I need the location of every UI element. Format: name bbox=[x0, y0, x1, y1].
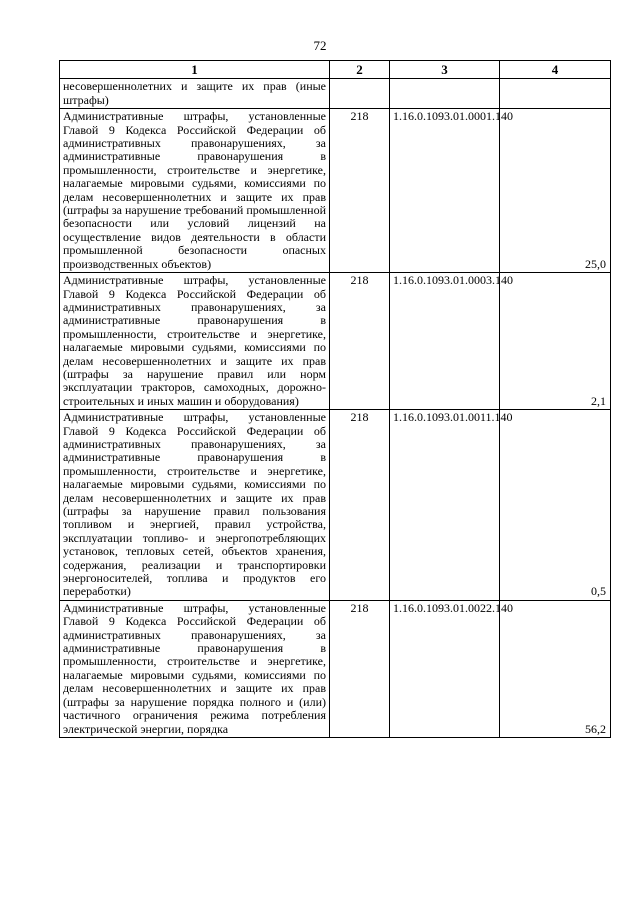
row-col2: 218 bbox=[330, 410, 390, 601]
table-row bbox=[60, 109, 611, 273]
table-row bbox=[60, 600, 611, 737]
header-col-4: 4 bbox=[500, 61, 611, 79]
row-col2: 218 bbox=[330, 600, 390, 737]
header-col-3: 3 bbox=[390, 61, 500, 79]
row-description: Административные штрафы, установленные Главой 9 Кодекса Российской Федерации об административных правонарушениях, за административные правонарушения в промышленности, строительстве и энергетике, налагаемые мировыми судьями, комиссиями по делам несовершеннолетних и защите их прав (штрафы за нарушение требований промышленной безопасности или условий лицензий на осуществление видов деятельности в области промышленной безопасности опасных производственных объектов) bbox=[60, 109, 330, 273]
budget-table bbox=[59, 60, 611, 738]
table-row bbox=[60, 273, 611, 410]
table-header-row bbox=[60, 61, 611, 79]
row-description: несовершеннолетних и защите их прав (иные штрафы) bbox=[60, 79, 330, 109]
row-description: Административные штрафы, установленные Главой 9 Кодекса Российской Федерации об административных правонарушениях, за административные правонарушения в промышленности, строительстве и энергетике, налагаемые мировыми судьями, комиссиями по делам несовершеннолетних и защите их прав (штрафы за нарушение правил пользования топливом и энергией, правил устройства, эксплуатации топливо- и энергопотребляющих установок, тепловых сетей, объектов хранения, содержания, реализации и транспортировки энергоносителей, топлива и продуктов его переработки) bbox=[60, 410, 330, 601]
row-amount bbox=[500, 79, 611, 109]
header-col-1: 1 bbox=[60, 61, 330, 79]
table-row bbox=[60, 79, 611, 109]
row-col2 bbox=[330, 79, 390, 109]
page-number: 72 bbox=[313, 38, 327, 53]
row-description: Административные штрафы, установленные Главой 9 Кодекса Российской Федерации об административных правонарушениях, за административные правонарушения в промышленности, строительстве и энергетике, налагаемые мировыми судьями, комиссиями по делам несовершеннолетних и защите их прав (штрафы за нарушение порядка полного и (или) частичного ограничения режима потребления электрической энергии, порядка bbox=[60, 600, 330, 737]
row-code: 1.16.0.1093.01.0003.140 bbox=[390, 273, 500, 410]
row-code bbox=[390, 79, 500, 109]
table-row bbox=[60, 410, 611, 601]
row-col2: 218 bbox=[330, 109, 390, 273]
row-description: Административные штрафы, установленные Главой 9 Кодекса Российской Федерации об административных правонарушениях, за административные правонарушения в промышленности, строительстве и энергетике, налагаемые мировыми судьями, комиссиями по делам несовершеннолетних и защите их прав (штрафы за нарушение правил или норм эксплуатации тракторов, самоходных, дорожно-строительных и иных машин и оборудования) bbox=[60, 273, 330, 410]
row-amount: 56,2 bbox=[500, 600, 611, 737]
row-code: 1.16.0.1093.01.0011.140 bbox=[390, 410, 500, 601]
row-amount: 2,1 bbox=[500, 273, 611, 410]
row-amount: 25,0 bbox=[500, 109, 611, 273]
row-amount: 0,5 bbox=[500, 410, 611, 601]
row-code: 1.16.0.1093.01.0001.140 bbox=[390, 109, 500, 273]
row-code: 1.16.0.1093.01.0022.140 bbox=[390, 600, 500, 737]
row-col2: 218 bbox=[330, 273, 390, 410]
header-col-2: 2 bbox=[330, 61, 390, 79]
